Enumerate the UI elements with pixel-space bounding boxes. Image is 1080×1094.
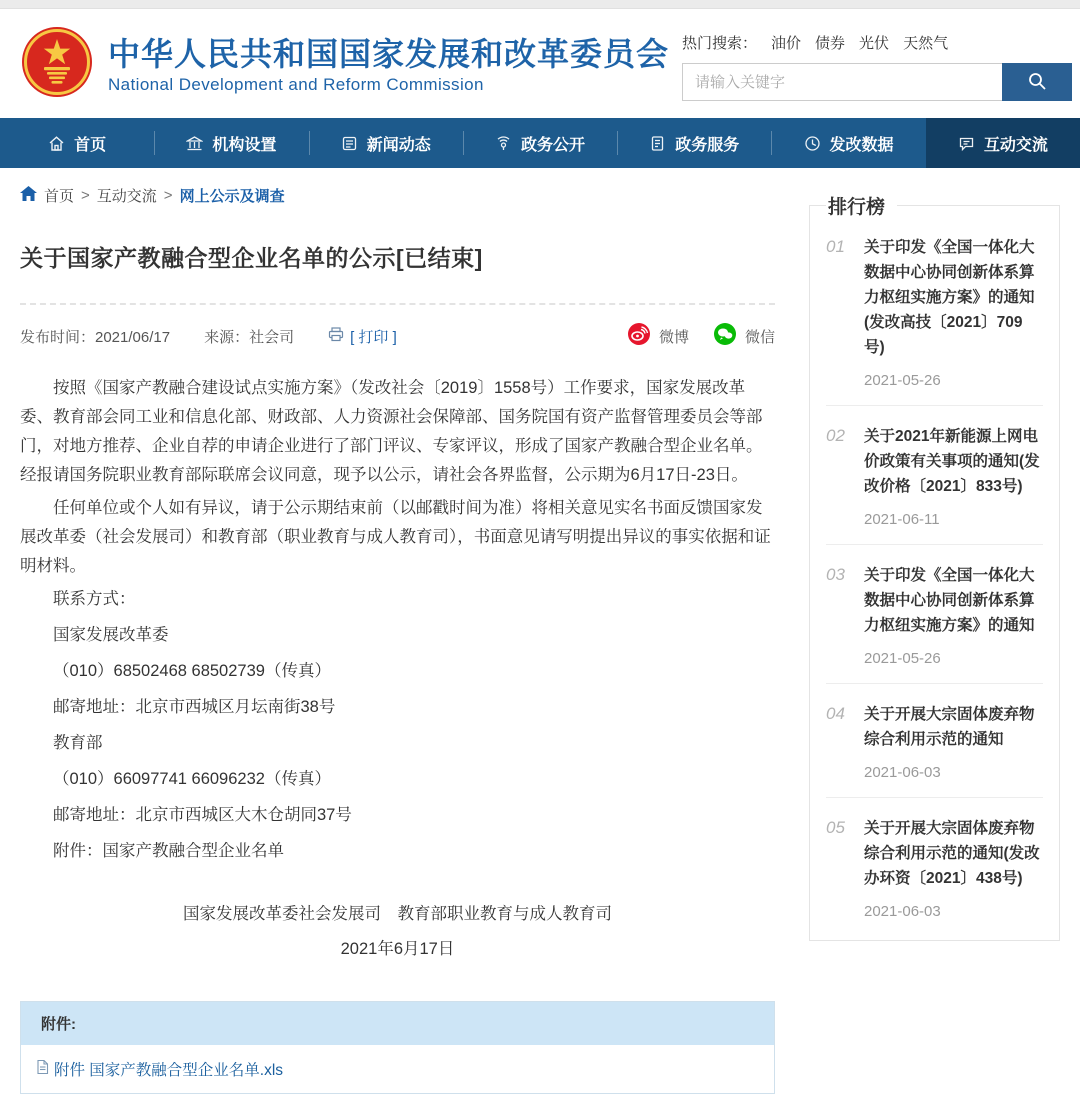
nav-item-gov-disclosure[interactable]: 政务公开 bbox=[463, 118, 617, 168]
hot-keyword-pv[interactable]: 光伏 bbox=[859, 35, 890, 52]
rank-item-date: 2021-06-03 bbox=[864, 903, 941, 920]
nav-item-organization[interactable]: 机构设置 bbox=[154, 118, 308, 168]
contact-info bbox=[20, 581, 775, 869]
site-title-english: National Development and Reform Commission bbox=[108, 74, 484, 94]
site-header bbox=[0, 9, 1080, 118]
rank-item-title: 关于2021年新能源上网电价政策有关事项的通知(发改价格〔2021〕833号) bbox=[864, 428, 1040, 495]
signature-date: 2021年6月17日 bbox=[340, 940, 455, 958]
nav-item-interaction[interactable]: 互动交流 bbox=[926, 118, 1080, 168]
home-icon bbox=[48, 135, 65, 152]
share-wechat-button[interactable]: 微信 bbox=[713, 322, 775, 350]
rank-number: 03 bbox=[826, 565, 845, 584]
printer-icon bbox=[328, 327, 344, 346]
top-strip bbox=[0, 0, 1080, 9]
sidebar bbox=[809, 168, 1060, 1094]
main-nav bbox=[0, 118, 1080, 168]
nav-item-gov-services[interactable]: 政务服务 bbox=[617, 118, 771, 168]
hot-keyword-gas[interactable]: 天然气 bbox=[903, 35, 949, 52]
rank-item-date: 2021-05-26 bbox=[864, 650, 941, 667]
national-emblem-logo bbox=[20, 25, 94, 104]
chat-bubble-icon bbox=[958, 135, 975, 152]
article-source: 来源：社会司 bbox=[204, 328, 295, 346]
contact-line: 国家发展改革委 bbox=[53, 626, 169, 644]
site-title-chinese: 中华人民共和国国家发展和改革委员会 bbox=[108, 35, 670, 72]
paragraph-1: 按照《国家产教融合建设试点实施方案》（发改社会〔2019〕1558号）工作要求，国家发展改革委、教育部会同工业和信息化部、财政部、人力资源社会保障部、国务院国有资产监督管理委员会等部门，对地方推荐、企业自荐的申请企业进行了部门评议、专家评议，形成了国家产教融合型企业名单。经报请国务院职业教育部际联席会议同意，现予以公示，请社会各界监督，公示期为6月17日-23日。 bbox=[20, 379, 763, 484]
nav-item-home[interactable]: 首页 bbox=[0, 118, 154, 168]
contact-line: （010）66097741 66096232（传真） bbox=[53, 770, 331, 788]
ranking-panel bbox=[809, 197, 1060, 941]
ranking-item-5[interactable] bbox=[826, 814, 1043, 936]
hot-search-label: 热门搜索： bbox=[682, 35, 758, 52]
publish-date: 发布时间：2021/06/17 bbox=[20, 328, 171, 346]
rank-item-title: 关于印发《全国一体化大数据中心协同创新体系算力枢纽实施方案》的通知 bbox=[864, 567, 1035, 634]
search-icon bbox=[1027, 71, 1047, 94]
contact-line: 联系方式： bbox=[53, 590, 136, 608]
signature-block bbox=[20, 897, 775, 967]
broadcast-icon bbox=[495, 135, 512, 152]
rank-item-title: 关于印发《全国一体化大数据中心协同创新体系算力枢纽实施方案》的通知(发改高技〔2021〕709号) bbox=[864, 239, 1035, 356]
data-clock-icon bbox=[804, 135, 821, 152]
wechat-icon bbox=[713, 322, 737, 350]
breadcrumb-home-icon bbox=[20, 186, 37, 205]
contact-line: 附件：国家产教融合型企业名单 bbox=[53, 842, 284, 860]
rank-item-date: 2021-05-26 bbox=[864, 372, 941, 389]
breadcrumb-current[interactable]: 网上公示及调查 bbox=[179, 188, 285, 205]
institution-icon bbox=[186, 135, 203, 152]
paragraph-2: 任何单位或个人如有异议，请于公示期结束前（以邮戳时间为准）将相关意见实名书面反馈国家发展改革委（社会发展司）和教育部（职业教育与成人教育司），书面意见请写明提出异议的事实依据和证明材料。 bbox=[20, 499, 771, 575]
weibo-icon bbox=[627, 322, 651, 350]
rank-number: 01 bbox=[826, 237, 845, 256]
ranking-item-1[interactable] bbox=[826, 233, 1043, 406]
signature-departments: 国家发展改革委社会发展司 教育部职业教育与成人教育司 bbox=[183, 905, 612, 923]
site-brand[interactable] bbox=[20, 25, 669, 104]
attachment-link[interactable]: 附件 国家产教融合型企业名单.xls bbox=[54, 1062, 284, 1079]
contact-line: 教育部 bbox=[53, 734, 103, 752]
article-meta bbox=[20, 305, 775, 370]
article-body bbox=[20, 374, 775, 581]
ranking-item-4[interactable] bbox=[826, 700, 1043, 798]
breadcrumb: 首页 > 互动交流 > 网上公示及调查 bbox=[20, 168, 775, 210]
contact-line: 邮寄地址：北京市西城区月坛南街38号 bbox=[53, 698, 336, 716]
news-icon bbox=[341, 135, 358, 152]
article-title: 关于国家产教融合型企业名单的公示[已结束] bbox=[20, 245, 483, 271]
print-button[interactable]: [ 打印 ] bbox=[328, 326, 397, 347]
rank-item-date: 2021-06-11 bbox=[864, 511, 940, 528]
ranking-title: 排行榜 bbox=[826, 192, 897, 219]
search-button[interactable] bbox=[1002, 63, 1072, 101]
search-area bbox=[682, 28, 1072, 101]
ranking-item-2[interactable] bbox=[826, 422, 1043, 545]
rank-number: 02 bbox=[826, 426, 845, 445]
nav-item-news[interactable]: 新闻动态 bbox=[309, 118, 463, 168]
rank-number: 04 bbox=[826, 704, 845, 723]
hot-keyword-oil[interactable]: 油价 bbox=[771, 35, 802, 52]
rank-item-title: 关于开展大宗固体废弃物综合利用示范的通知 bbox=[864, 706, 1035, 748]
contact-line: 邮寄地址：北京市西城区大木仓胡同37号 bbox=[53, 806, 352, 824]
nav-item-ndrc-data[interactable]: 发改数据 bbox=[771, 118, 925, 168]
ranking-item-3[interactable] bbox=[826, 561, 1043, 684]
attachment-header: 附件: bbox=[21, 1002, 774, 1045]
attachment-file-icon bbox=[35, 1059, 50, 1080]
breadcrumb-interaction[interactable]: 互动交流 bbox=[96, 188, 157, 205]
services-document-icon bbox=[649, 135, 666, 152]
rank-item-date: 2021-06-03 bbox=[864, 764, 941, 781]
contact-line: （010）68502468 68502739（传真） bbox=[53, 662, 331, 680]
rank-number: 05 bbox=[826, 818, 845, 837]
breadcrumb-home[interactable]: 首页 bbox=[44, 188, 75, 205]
rank-item-title: 关于开展大宗固体废弃物综合利用示范的通知(发改办环资〔2021〕438号) bbox=[864, 820, 1040, 887]
search-input[interactable] bbox=[682, 63, 1002, 101]
share-weibo-button[interactable]: 微博 bbox=[627, 322, 689, 350]
hot-keyword-bond[interactable]: 债券 bbox=[815, 35, 846, 52]
